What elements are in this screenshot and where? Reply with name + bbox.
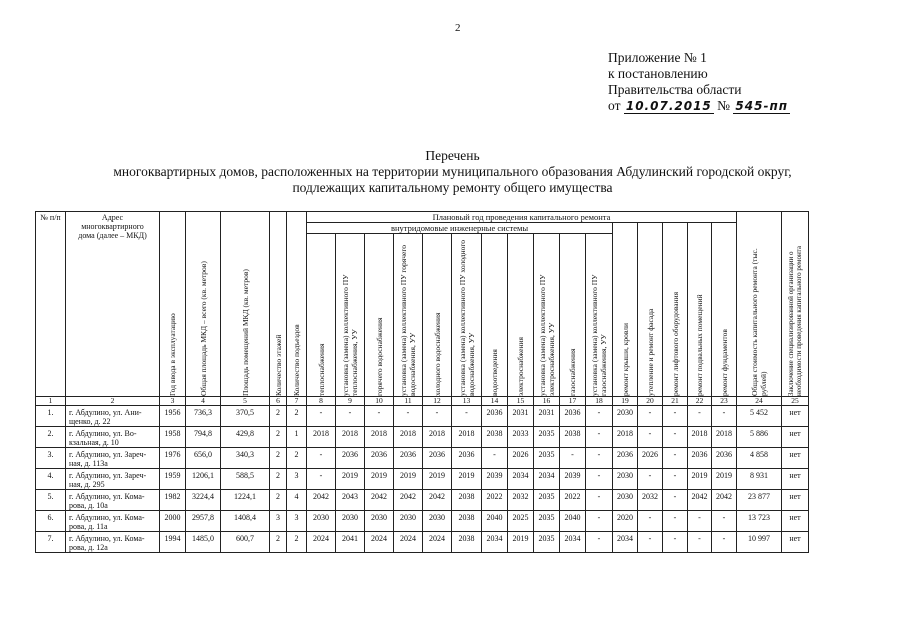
table-cell: 656,0: [186, 448, 221, 469]
column-number-cell: 14: [482, 397, 508, 406]
appendix-line-3: Правительства области: [608, 82, 742, 97]
table-cell: 2042: [423, 490, 452, 511]
header-planned-year: Плановый год проведения капитального ремонта: [307, 212, 737, 223]
header-area-total: [186, 212, 221, 397]
header-floors-text: Количество этажей: [273, 334, 283, 396]
table-cell: 2: [287, 532, 307, 553]
table-cell: 2018: [613, 427, 638, 448]
table-cell: -: [586, 406, 613, 427]
table-cell: -: [307, 448, 336, 469]
header-total-cost: [737, 212, 782, 397]
column-number-cell: 18: [586, 397, 613, 406]
table-cell: -: [365, 406, 394, 427]
address-cell: г. Абдулино, ул. Во-кзальная, д. 10: [66, 427, 160, 448]
table-cell: 2: [270, 532, 287, 553]
column-number-cell: 15: [508, 397, 534, 406]
address-cell: г. Абдулино, ул. Ани-щенко, д. 22: [66, 406, 160, 427]
column-number-cell: 2: [66, 397, 160, 406]
table-cell: 2036: [688, 448, 712, 469]
table-cell: 10 997: [737, 532, 782, 553]
header-c12: [423, 234, 452, 397]
table-cell: 2039: [482, 469, 508, 490]
table-cell: 2: [287, 406, 307, 427]
table-cell: 2038: [452, 511, 482, 532]
table-cell: 2035: [534, 448, 560, 469]
table-cell: -: [638, 511, 663, 532]
table-cell: 3224,4: [186, 490, 221, 511]
table-cell: 3: [287, 511, 307, 532]
table-row: [36, 532, 809, 553]
header-c13: [452, 234, 482, 397]
table-cell: -: [638, 427, 663, 448]
table-cell: 2030: [613, 406, 638, 427]
address-cell: г. Абдулино, ул. Зареч-ная, д. 113а: [66, 448, 160, 469]
appendix-number-label: №: [717, 98, 731, 113]
table-cell: 2034: [482, 532, 508, 553]
column-number-cell: 23: [712, 397, 737, 406]
header-c14: [482, 234, 508, 397]
table-cell: 2036: [423, 448, 452, 469]
row-number-cell: 5.: [36, 490, 66, 511]
table-cell: 2035: [534, 427, 560, 448]
table-cell: 2019: [336, 469, 365, 490]
table-cell: 2019: [452, 469, 482, 490]
table-cell: 2024: [307, 532, 336, 553]
header-area-premises-text: Площадь помещений МКД (кв. метров): [240, 269, 250, 396]
table-cell: 4 858: [737, 448, 782, 469]
header-num: № п/п: [36, 212, 66, 397]
table-cell: 2024: [365, 532, 394, 553]
table-cell: 2: [270, 469, 287, 490]
table-cell: 2018: [712, 427, 737, 448]
column-number-cell: 9: [336, 397, 365, 406]
table-cell: 5 886: [737, 427, 782, 448]
table-cell: -: [586, 427, 613, 448]
header-entrances: [287, 212, 307, 397]
table-cell: 2018: [688, 427, 712, 448]
table-cell: 1982: [160, 490, 186, 511]
table-cell: 2035: [534, 490, 560, 511]
row-number-cell: 7.: [36, 532, 66, 553]
table-cell: 2018: [336, 427, 365, 448]
header-c18-text: установка (замена) коллективного ПУ газоснабжения, УУ: [590, 274, 608, 396]
header-c11: [394, 234, 423, 397]
table-cell: 2036: [712, 448, 737, 469]
houses-table: [35, 211, 809, 553]
column-number-cell: 6: [270, 397, 287, 406]
table-cell: 1: [287, 427, 307, 448]
table-cell: 5 452: [737, 406, 782, 427]
table-cell: 2022: [482, 490, 508, 511]
table-cell: 2036: [365, 448, 394, 469]
table-cell: 2032: [638, 490, 663, 511]
table-cell: 2018: [452, 427, 482, 448]
column-number-cell: 7: [287, 397, 307, 406]
table-cell: 2957,8: [186, 511, 221, 532]
document-title: [0, 148, 905, 196]
table-cell: 2035: [534, 511, 560, 532]
table-cell: 600,7: [221, 532, 270, 553]
table-cell: 2019: [508, 532, 534, 553]
table-cell: 13 723: [737, 511, 782, 532]
table-cell: нет: [782, 427, 809, 448]
table-cell: 23 877: [737, 490, 782, 511]
header-c22: [688, 223, 712, 397]
table-cell: 588,5: [221, 469, 270, 490]
table-cell: 1956: [160, 406, 186, 427]
table-cell: 2: [287, 448, 307, 469]
table-cell: -: [663, 511, 688, 532]
table-cell: 2036: [560, 406, 586, 427]
table-cell: 2030: [423, 511, 452, 532]
column-number-cell: 5: [221, 397, 270, 406]
table-cell: 2036: [482, 406, 508, 427]
table-cell: 3: [270, 511, 287, 532]
table-cell: 2043: [336, 490, 365, 511]
header-c16-text: установка (замена) коллективного ПУ электроснабжения, УУ: [537, 274, 556, 396]
table-cell: 2031: [534, 406, 560, 427]
table-cell: 2019: [394, 469, 423, 490]
header-c23: [712, 223, 737, 397]
header-c21-text: ремонт лифтового оборудования: [670, 291, 680, 396]
table-cell: 1958: [160, 427, 186, 448]
row-number-cell: 6.: [36, 511, 66, 532]
table-cell: нет: [782, 511, 809, 532]
table-cell: нет: [782, 406, 809, 427]
address-cell: г. Абдулино, ул. Кома-рова, д. 11а: [66, 511, 160, 532]
header-c18: [586, 234, 613, 397]
table-cell: 2036: [394, 448, 423, 469]
table-cell: 2035: [534, 532, 560, 553]
table-cell: 8 931: [737, 469, 782, 490]
table-cell: 2024: [394, 532, 423, 553]
address-cell: г. Абдулино, ул. Кома-рова, д. 12а: [66, 532, 160, 553]
table-cell: 2042: [712, 490, 737, 511]
table-cell: 2: [270, 490, 287, 511]
table-cell: 1994: [160, 532, 186, 553]
table-cell: 2030: [613, 469, 638, 490]
table-cell: 2040: [482, 511, 508, 532]
table-cell: -: [663, 490, 688, 511]
header-conclusion-text: Заключение специализированной организации о необходимости проведения капитального ремонта: [787, 246, 803, 396]
table-cell: 2042: [394, 490, 423, 511]
column-number-cell: 25: [782, 397, 809, 406]
header-address: Адрес многоквартирного дома (далее – МКД): [66, 212, 160, 397]
table-cell: 2018: [394, 427, 423, 448]
table-cell: 2038: [560, 427, 586, 448]
table-cell: 2032: [508, 490, 534, 511]
table-cell: 1408,4: [221, 511, 270, 532]
table-cell: нет: [782, 448, 809, 469]
appendix-from-label: от: [608, 98, 621, 113]
column-number-cell: 19: [613, 397, 638, 406]
header-c17: [560, 234, 586, 397]
table-cell: -: [586, 511, 613, 532]
header-c22-text: ремонт подвальных помещений: [695, 294, 704, 396]
column-number-cell: 1: [36, 397, 66, 406]
table-cell: 2036: [613, 448, 638, 469]
header-c20: [638, 223, 663, 397]
table-cell: 2030: [307, 511, 336, 532]
table-cell: 2041: [336, 532, 365, 553]
table-cell: 2019: [688, 469, 712, 490]
table-cell: 2030: [613, 490, 638, 511]
table-cell: -: [638, 469, 663, 490]
row-number-cell: 2.: [36, 427, 66, 448]
table-cell: -: [638, 406, 663, 427]
table-cell: 2034: [508, 469, 534, 490]
table-cell: 1976: [160, 448, 186, 469]
header-area-total-text: Общая площадь МКД – всего (кв. метров): [198, 261, 208, 396]
appendix-number: 545-пп: [735, 99, 789, 113]
table-cell: 2: [270, 448, 287, 469]
row-number-cell: 4.: [36, 469, 66, 490]
table-cell: -: [560, 448, 586, 469]
table-cell: -: [712, 406, 737, 427]
table-cell: -: [663, 448, 688, 469]
table-cell: 2038: [482, 427, 508, 448]
table-cell: -: [586, 490, 613, 511]
header-c15: [508, 234, 534, 397]
header-entrances-text: Количество подъездов: [292, 324, 301, 396]
table-cell: 2026: [508, 448, 534, 469]
table-cell: -: [663, 427, 688, 448]
title-line-1: Перечень: [425, 148, 480, 163]
table-cell: 2040: [560, 511, 586, 532]
table-row: [36, 490, 809, 511]
header-c12-text: холодного водоснабжения: [432, 312, 442, 396]
table-cell: 2038: [452, 532, 482, 553]
column-number-cell: 22: [688, 397, 712, 406]
table-cell: -: [586, 532, 613, 553]
header-area-premises: [221, 212, 270, 397]
table-cell: 1485,0: [186, 532, 221, 553]
table-cell: 2042: [365, 490, 394, 511]
title-line-2: многоквартирных домов, расположенных на территории муниципального образования Абдулинский городской округ,: [113, 164, 792, 179]
table-cell: -: [452, 406, 482, 427]
table-cell: 2019: [712, 469, 737, 490]
table-cell: 1959: [160, 469, 186, 490]
header-floors: [270, 212, 287, 397]
header-c11-text: установка (замена) коллективного ПУ горячего водоснабжения, УУ: [399, 245, 417, 396]
table-cell: -: [663, 469, 688, 490]
header-c13-text: установка (замена) коллективного ПУ холодного водоснабжения, УУ: [457, 240, 476, 396]
column-number-cell: 21: [663, 397, 688, 406]
column-number-cell: 16: [534, 397, 560, 406]
table-cell: 370,5: [221, 406, 270, 427]
row-number-cell: 3.: [36, 448, 66, 469]
appendix-date: 10.07.2015: [625, 99, 712, 113]
appendix-line-2: к постановлению: [608, 66, 708, 81]
table-cell: 1206,1: [186, 469, 221, 490]
table-cell: 2034: [613, 532, 638, 553]
table-cell: -: [423, 406, 452, 427]
column-number-cell: 24: [737, 397, 782, 406]
table-row: [36, 427, 809, 448]
title-line-3: подлежащих капитальному ремонту общего имущества: [292, 180, 613, 195]
header-year: [160, 212, 186, 397]
row-number-cell: 1.: [36, 406, 66, 427]
table-cell: нет: [782, 532, 809, 553]
column-number-cell: 8: [307, 397, 336, 406]
table-cell: -: [336, 406, 365, 427]
header-conclusion: [782, 212, 809, 397]
table-cell: 2030: [394, 511, 423, 532]
table-cell: -: [394, 406, 423, 427]
table-cell: -: [307, 469, 336, 490]
header-c17-text: газоснабжения: [568, 348, 577, 396]
header-c8: [307, 234, 336, 397]
column-number-row: [36, 397, 809, 406]
header-c14-text: водоотведения: [490, 349, 499, 396]
header-engineering: внутридомовые инженерные системы: [307, 223, 613, 234]
table-cell: 340,3: [221, 448, 270, 469]
table-cell: 2030: [336, 511, 365, 532]
table-cell: 1224,1: [221, 490, 270, 511]
appendix-block: [608, 50, 790, 114]
header-total-cost-text: Общая стоимость капитального ремонта (тыс. рублей): [750, 248, 768, 396]
table-cell: 2018: [365, 427, 394, 448]
header-c9-text: установка (замена) коллективного ПУ теплоснабжения, УУ: [341, 274, 359, 396]
table-cell: 2000: [160, 511, 186, 532]
header-c16: [534, 234, 560, 397]
column-number-cell: 11: [394, 397, 423, 406]
table-cell: 2034: [534, 469, 560, 490]
page-number: 2: [455, 22, 461, 34]
table-row: [36, 469, 809, 490]
header-c8-text: теплоснабжения: [316, 343, 326, 396]
table-cell: 2018: [307, 427, 336, 448]
table-cell: 2022: [560, 490, 586, 511]
column-number-cell: 13: [452, 397, 482, 406]
address-cell: г. Абдулино, ул. Зареч-ная, д. 295: [66, 469, 160, 490]
table-cell: 2042: [307, 490, 336, 511]
table-cell: -: [712, 511, 737, 532]
table-cell: -: [688, 532, 712, 553]
header-c19: [613, 223, 638, 397]
table-cell: -: [307, 406, 336, 427]
table-cell: 2036: [452, 448, 482, 469]
table-cell: 2020: [613, 511, 638, 532]
address-cell: г. Абдулино, ул. Кома-рова, д. 10а: [66, 490, 160, 511]
header-c21: [663, 223, 688, 397]
table-cell: 2019: [365, 469, 394, 490]
header-c19-text: ремонт крыши, кровли: [620, 322, 630, 396]
table-cell: 2042: [688, 490, 712, 511]
column-number-cell: 12: [423, 397, 452, 406]
table-cell: 2036: [336, 448, 365, 469]
table-cell: 2024: [423, 532, 452, 553]
column-number-cell: 3: [160, 397, 186, 406]
table-cell: 2033: [508, 427, 534, 448]
table-cell: 2: [270, 427, 287, 448]
header-c20-text: утепление и ремонт фасада: [645, 308, 655, 396]
header-c23-text: ремонт фундаментов: [719, 329, 729, 396]
appendix-line-4: [608, 98, 790, 114]
table-cell: 2034: [560, 532, 586, 553]
table-cell: 4: [287, 490, 307, 511]
header-c15-text: электроснабжения: [516, 337, 525, 396]
table-cell: 794,8: [186, 427, 221, 448]
table-cell: -: [586, 448, 613, 469]
table-cell: -: [688, 511, 712, 532]
column-number-cell: 20: [638, 397, 663, 406]
table-cell: 429,8: [221, 427, 270, 448]
table-cell: 2018: [423, 427, 452, 448]
table-cell: нет: [782, 469, 809, 490]
header-c9: [336, 234, 365, 397]
header-c10-text: горячего водоснабжения: [374, 317, 384, 396]
table-cell: -: [688, 406, 712, 427]
table-cell: нет: [782, 490, 809, 511]
column-number-cell: 4: [186, 397, 221, 406]
header-year-text: Год ввода в эксплуатацию: [168, 313, 177, 396]
column-number-cell: 10: [365, 397, 394, 406]
header-c10: [365, 234, 394, 397]
table-cell: 2: [270, 406, 287, 427]
column-number-cell: 17: [560, 397, 586, 406]
table-cell: -: [638, 532, 663, 553]
table-cell: 736,3: [186, 406, 221, 427]
table-cell: -: [663, 406, 688, 427]
table-cell: 2025: [508, 511, 534, 532]
table-cell: 2030: [365, 511, 394, 532]
table-row: [36, 448, 809, 469]
table-cell: 2038: [452, 490, 482, 511]
table-cell: -: [663, 532, 688, 553]
table-cell: -: [712, 532, 737, 553]
table-row: [36, 511, 809, 532]
table-cell: 2039: [560, 469, 586, 490]
table-cell: -: [482, 448, 508, 469]
table-cell: 2026: [638, 448, 663, 469]
table-cell: 2031: [508, 406, 534, 427]
table-row: [36, 406, 809, 427]
appendix-line-1: Приложение № 1: [608, 50, 707, 65]
table-cell: -: [586, 469, 613, 490]
table-cell: 3: [287, 469, 307, 490]
table-cell: 2019: [423, 469, 452, 490]
